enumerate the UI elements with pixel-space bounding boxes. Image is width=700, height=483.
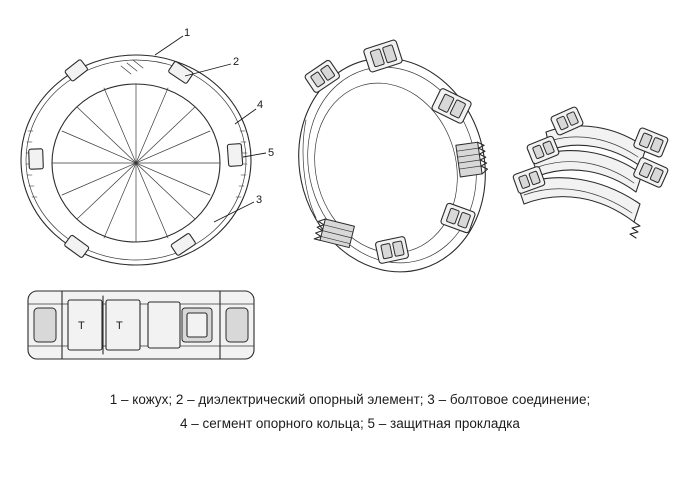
callouts-top-view (155, 27, 274, 222)
section-label-t-left: T (78, 320, 85, 332)
section-end-left (34, 308, 56, 342)
section-gasket-core (187, 313, 207, 337)
figure-caption (0, 388, 700, 436)
segment-end-fittings (512, 106, 668, 194)
view-top (21, 27, 274, 265)
section-label-t-right: T (116, 320, 123, 332)
radial-axes (52, 84, 220, 242)
view-isometric (274, 36, 510, 294)
caption-line-1: 1 – кожух; 2 – диэлектрический опорный элемент; 3 – болтовое соединение; (109, 392, 591, 407)
bolt-marks-top-view (121, 60, 143, 74)
section-block-third (148, 302, 180, 348)
view-segments (512, 106, 668, 238)
section-block-right (106, 300, 140, 350)
caption-line-2: 4 – сегмент опорного кольца; 5 – защитная прокладка (180, 416, 520, 431)
callout-1: 1 (184, 27, 191, 39)
callout-5: 5 (268, 147, 275, 159)
section-end-right (226, 308, 248, 342)
callout-3: 3 (256, 194, 263, 206)
view-section (28, 291, 254, 359)
callout-4: 4 (257, 99, 264, 111)
section-block-left (68, 300, 102, 350)
callout-2: 2 (233, 56, 240, 68)
